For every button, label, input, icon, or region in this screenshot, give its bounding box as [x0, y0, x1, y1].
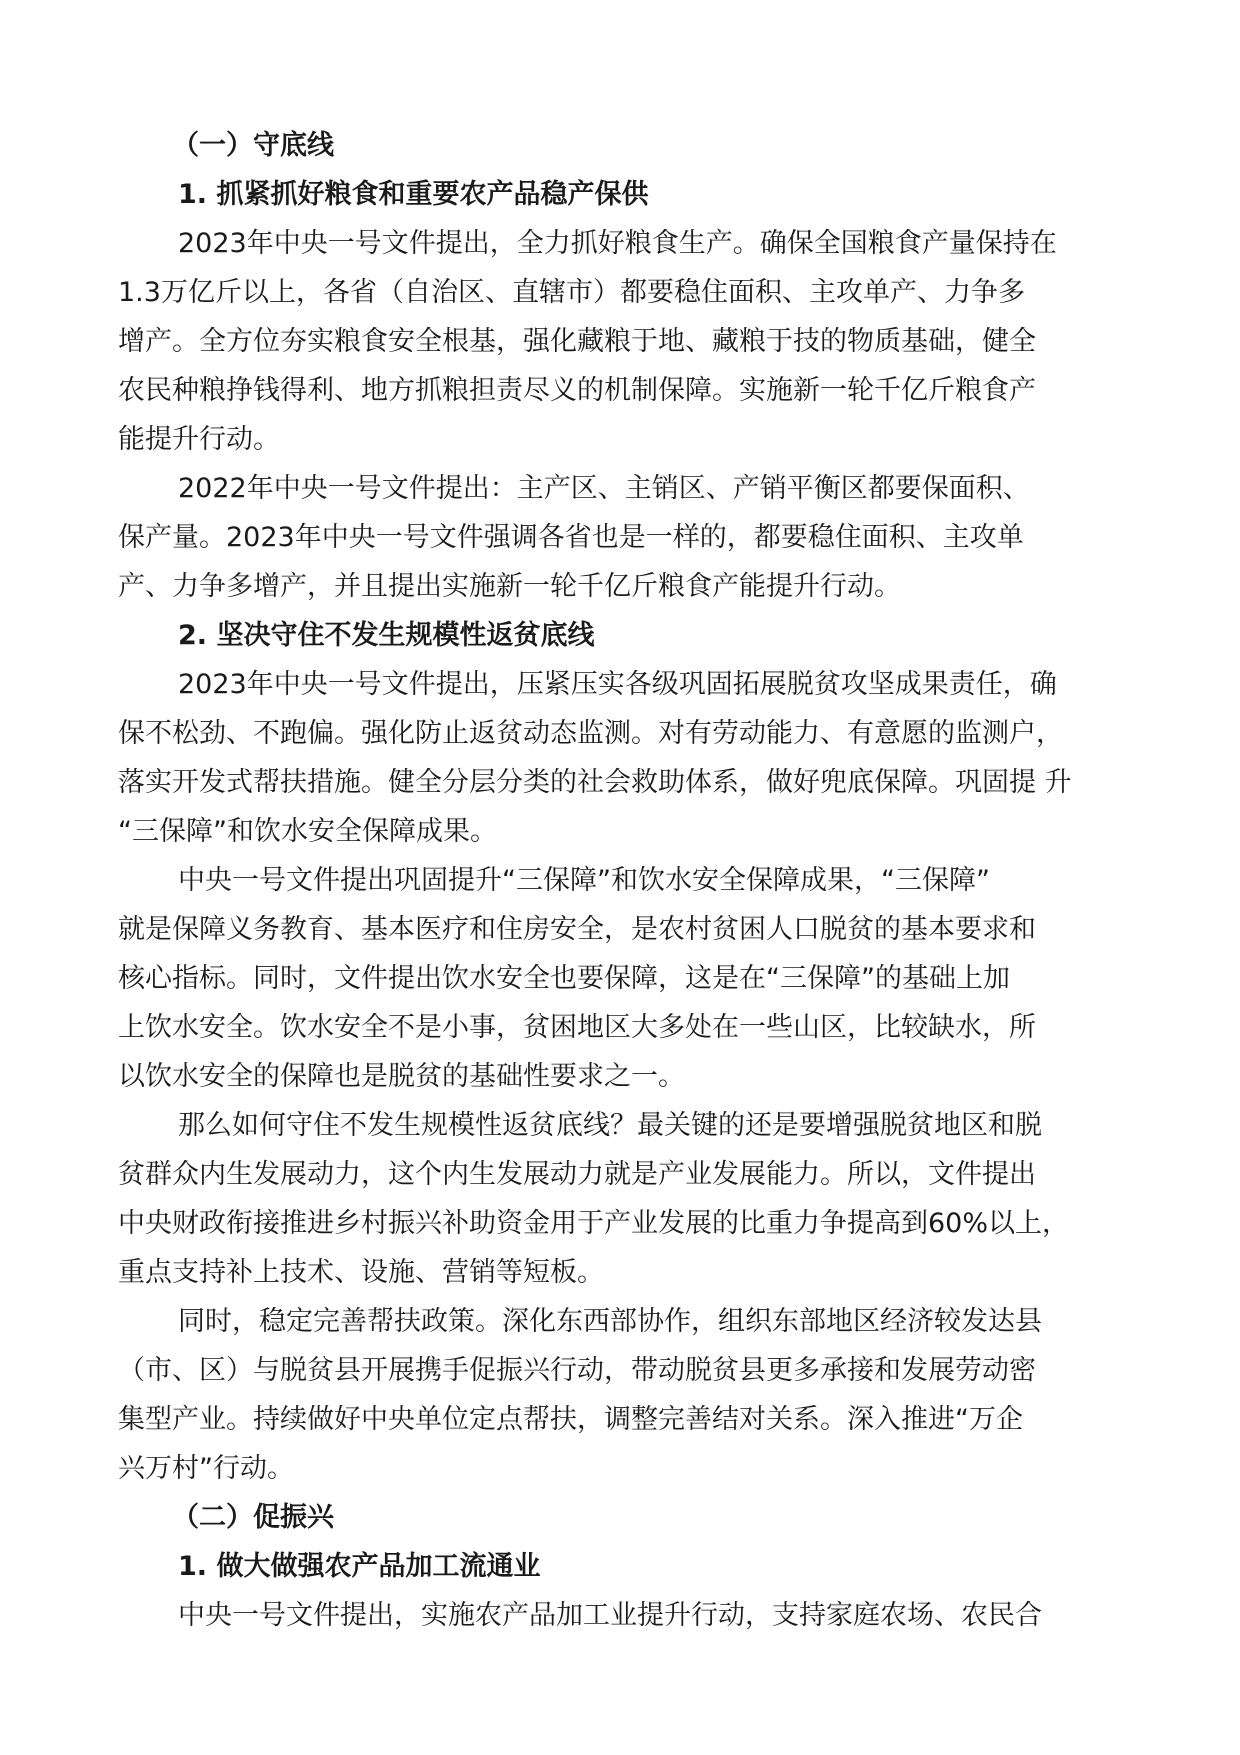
- paragraph-first-line: 中央一号文件提出巩固提升“三保障”和饮水安全保障成果，“三保障”: [178, 865, 990, 896]
- subsection-heading: 1. 抓紧抓好粮食和重要农产品稳产保供: [178, 179, 649, 210]
- paragraph-line: 增产。全方位夯实粮食安全根基，强化藏粮于地、藏粮于技的物质基础，健全: [118, 326, 1036, 357]
- paragraph-line: 产、力争多增产，并且提出实施新一轮千亿斤粮食产能提升行动。: [118, 571, 901, 602]
- paragraph-line: 贫群众内生发展动力，这个内生发展动力就是产业发展能力。所以，文件提出: [118, 1159, 1036, 1190]
- paragraph-line: 核心指标。同时，文件提出饮水安全也要保障，这是在“三保障”的基础上加: [118, 963, 1010, 994]
- paragraph-line: 中央财政衔接推进乡村振兴补助资金用于产业发展的比重力争提高到60%以上，: [118, 1208, 1070, 1239]
- paragraph-first-line: 2022年中央一号文件提出：主产区、主销区、产销平衡区都要保面积、: [178, 473, 1030, 504]
- paragraph-line: （市、区）与脱贫县开展携手促振兴行动，带动脱贫县更多承接和发展劳动密: [118, 1355, 1036, 1386]
- paragraph-first-line: 那么如何守住不发生规模性返贫底线？最关键的还是要增强脱贫地区和脱: [178, 1110, 1042, 1141]
- paragraph-line: 重点支持补上技术、设施、营销等短板。: [118, 1257, 604, 1288]
- section-heading: （二）促振兴: [172, 1502, 334, 1533]
- paragraph-line: 1.3万亿斤以上，各省（自治区、直辖市）都要稳住面积、主攻单产、力争多: [118, 277, 1025, 308]
- paragraph-line: 以饮水安全的保障也是脱贫的基础性要求之一。: [118, 1061, 685, 1092]
- paragraph-first-line: 中央一号文件提出，实施农产品加工业提升行动，支持家庭农场、农民合: [178, 1600, 1042, 1631]
- paragraph-line: 能提升行动。: [118, 424, 280, 455]
- section-heading: （一）守底线: [172, 130, 334, 161]
- paragraph-first-line: 同时，稳定完善帮扶政策。深化东西部协作，组织东部地区经济较发达县: [178, 1306, 1042, 1337]
- paragraph-line: 集型产业。持续做好中央单位定点帮扶，调整完善结对关系。深入推进“万企: [118, 1404, 1023, 1435]
- paragraph-line: 兴万村”行动。: [118, 1453, 294, 1484]
- subsection-heading: 2. 坚决守住不发生规模性返贫底线: [178, 620, 595, 651]
- paragraph-first-line: 2023年中央一号文件提出，压紧压实各级巩固拓展脱贫攻坚成果责任，确: [178, 669, 1057, 700]
- paragraph-first-line: 2023年中央一号文件提出，全力抓好粮食生产。确保全国粮食产量保持在: [178, 228, 1057, 259]
- paragraph-line: 保不松劲、不跑偏。强化防止返贫动态监测。对有劳动能力、有意愿的监测户，: [118, 718, 1063, 749]
- paragraph-line: 上饮水安全。饮水安全不是小事，贫困地区大多处在一些山区，比较缺水，所: [118, 1012, 1036, 1043]
- paragraph-line: 保产量。2023年中央一号文件强调各省也是一样的，都要稳住面积、主攻单: [118, 522, 1024, 553]
- paragraph-line: 落实开发式帮扶措施。健全分层分类的社会救助体系，做好兜底保障。巩固提 升: [118, 767, 1072, 798]
- paragraph-line: 农民种粮挣钱得利、地方抓粮担责尽义的机制保障。实施新一轮千亿斤粮食产: [118, 375, 1036, 406]
- subsection-heading: 1. 做大做强农产品加工流通业: [178, 1551, 541, 1582]
- paragraph-line: “三保障”和饮水安全保障成果。: [118, 816, 497, 847]
- paragraph-line: 就是保障义务教育、基本医疗和住房安全，是农村贫困人口脱贫的基本要求和: [118, 914, 1036, 945]
- document-page: [118, 121, 1148, 1640]
